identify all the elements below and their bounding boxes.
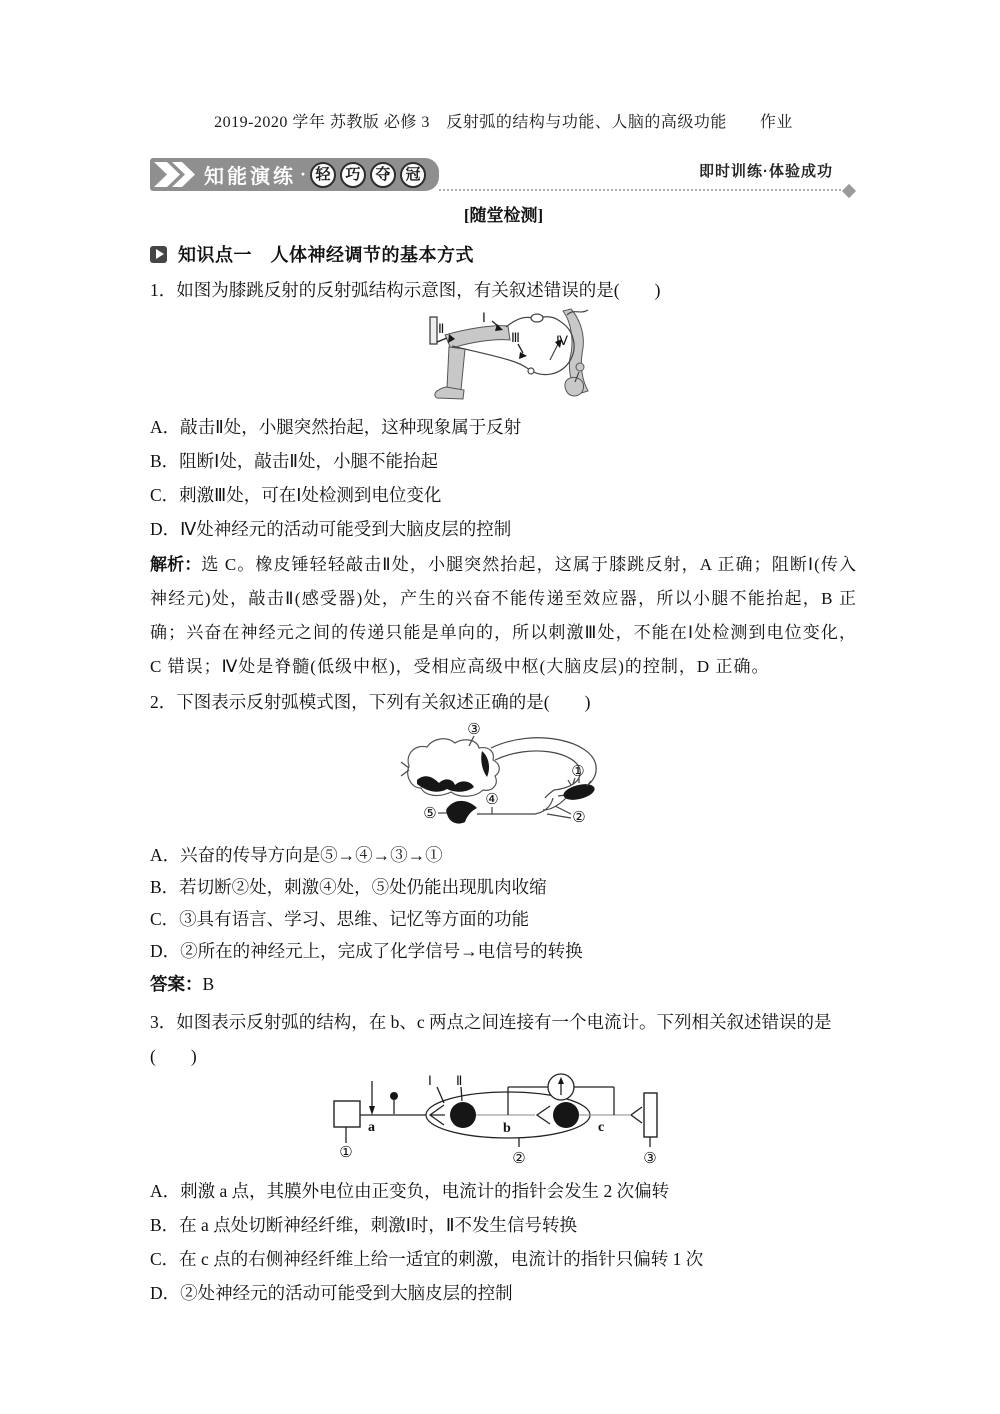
banner-separator: · bbox=[300, 164, 307, 184]
fig1-label-III: Ⅲ bbox=[511, 330, 520, 345]
q2-answer bbox=[150, 973, 857, 995]
play-icon bbox=[150, 246, 167, 263]
q3-stem-line2: ( ) bbox=[150, 1046, 197, 1066]
banner bbox=[150, 158, 857, 195]
q1-analysis bbox=[150, 548, 857, 684]
q3-option-d: D．②处神经元的活动可能受到大脑皮层的控制 bbox=[150, 1283, 513, 1303]
banner-bar bbox=[150, 158, 439, 191]
knowledge-point-title: 知识点一 人体神经调节的基本方式 bbox=[178, 245, 474, 265]
q1-option-c: C．刺激Ⅲ处，可在Ⅰ处检测到电位变化 bbox=[150, 485, 442, 505]
analysis-label: 解析： bbox=[150, 555, 202, 574]
q1-option-a: A．敲击Ⅱ处，小腿突然抬起，这种现象属于反射 bbox=[150, 417, 522, 437]
fig2-label-3: ③ bbox=[467, 722, 481, 738]
banner-title: 知能演练 bbox=[204, 166, 296, 188]
figure-reflex-arc-circuit bbox=[326, 1073, 857, 1168]
fig2-label-4: ④ bbox=[485, 792, 499, 808]
fig2-label-1: ① bbox=[571, 764, 585, 780]
q3-stem bbox=[150, 1005, 857, 1073]
q2-stem: 2．下图表示反射弧模式图，下列有关叙述正确的是( ) bbox=[150, 692, 591, 712]
fig1-label-I: Ⅰ bbox=[482, 310, 486, 325]
analysis-text: 选 C。橡皮锤轻轻敲击Ⅱ处，小腿突然抬起，这属于膝跳反射，A 正确；阻断Ⅰ(传入神经元)处，敲击Ⅱ(感受器)处，产生的兴奋不能传递至效应器，所以小腿不能抬起，B 正确；兴奋在神经元之间的传递只能是单向的，所以刺激Ⅲ处，不能在Ⅰ处检测到电位变化，C 错误；Ⅳ处是脊髓(低级中枢)，受相应高级中枢(大脑皮层)的控制，D 正确。 bbox=[150, 555, 858, 676]
knowledge-point-heading bbox=[150, 242, 857, 266]
banner-circled-words bbox=[310, 162, 426, 188]
q2-option-a: A．兴奋的传导方向是⑤→④→③→① bbox=[150, 845, 443, 865]
fig2-label-2: ② bbox=[572, 810, 586, 826]
q2-option-c: C．③具有语言、学习、思维、记忆等方面的功能 bbox=[150, 909, 530, 929]
document-page bbox=[150, 112, 857, 1304]
figure-reflex-arc-model bbox=[395, 714, 857, 834]
fig3-label-a: a bbox=[368, 1120, 375, 1135]
q1-option-d: D．Ⅳ处神经元的活动可能受到大脑皮层的控制 bbox=[150, 519, 512, 539]
fig3-label-b: b bbox=[503, 1121, 511, 1136]
figure-knee-jerk-reflex bbox=[422, 304, 857, 404]
fig3-label-II: Ⅱ bbox=[456, 1073, 463, 1088]
banner-slogan: 即时训练·体验成功 bbox=[699, 163, 833, 180]
circled-char: 巧 bbox=[340, 162, 366, 188]
fig2-label-5: ⑤ bbox=[423, 806, 437, 822]
q3-option-b: B．在 a 点处切断神经纤维，刺激Ⅰ时，Ⅱ不发生信号转换 bbox=[150, 1215, 577, 1235]
diamond-icon bbox=[842, 184, 856, 198]
circled-char: 冠 bbox=[400, 162, 426, 188]
dotted-rule bbox=[439, 189, 841, 191]
fig3-label-c: c bbox=[598, 1120, 605, 1135]
circled-char: 夺 bbox=[370, 162, 396, 188]
fig1-label-II: Ⅱ bbox=[438, 321, 445, 336]
page-title: 2019-2020 学年 苏教版 必修 3 反射弧的结构与功能、人脑的高级功能 作业 bbox=[214, 114, 793, 131]
q2-option-b: B．若切断②处，刺激④处，⑤处仍能出现肌肉收缩 bbox=[150, 877, 547, 897]
q2-option-d: D．②所在的神经元上，完成了化学信号→电信号的转换 bbox=[150, 941, 583, 961]
q3-option-c: C．在 c 点的右侧神经纤维上给一适宜的刺激，电流计的指针只偏转 1 次 bbox=[150, 1249, 704, 1269]
q1-option-b: B．阻断Ⅰ处，敲击Ⅱ处，小腿不能抬起 bbox=[150, 451, 438, 471]
fig3-label-I: Ⅰ bbox=[428, 1073, 432, 1088]
fig3-label-2: ② bbox=[512, 1151, 526, 1167]
q3-stem-line1: 3．如图表示反射弧的结构，在 b、c 两点之间连接有一个电流计。下列相关叙述错误的是 bbox=[150, 1012, 832, 1032]
circled-char: 轻 bbox=[310, 162, 336, 188]
fig3-label-3: ③ bbox=[643, 1151, 657, 1167]
answer-value: B bbox=[202, 974, 215, 994]
fig1-label-IV: Ⅳ bbox=[556, 333, 568, 348]
fig3-label-1: ① bbox=[339, 1145, 353, 1161]
q1-stem: 1．如图为膝跳反射的反射弧结构示意图，有关叙述错误的是( ) bbox=[150, 280, 661, 300]
q3-option-a: A．刺激 a 点，其膜外电位由正变负，电流计的指针会发生 2 次偏转 bbox=[150, 1181, 670, 1201]
section-subtitle: [随堂检测] bbox=[463, 206, 544, 225]
double-chevron-icon bbox=[150, 158, 202, 191]
answer-label: 答案： bbox=[150, 974, 203, 994]
